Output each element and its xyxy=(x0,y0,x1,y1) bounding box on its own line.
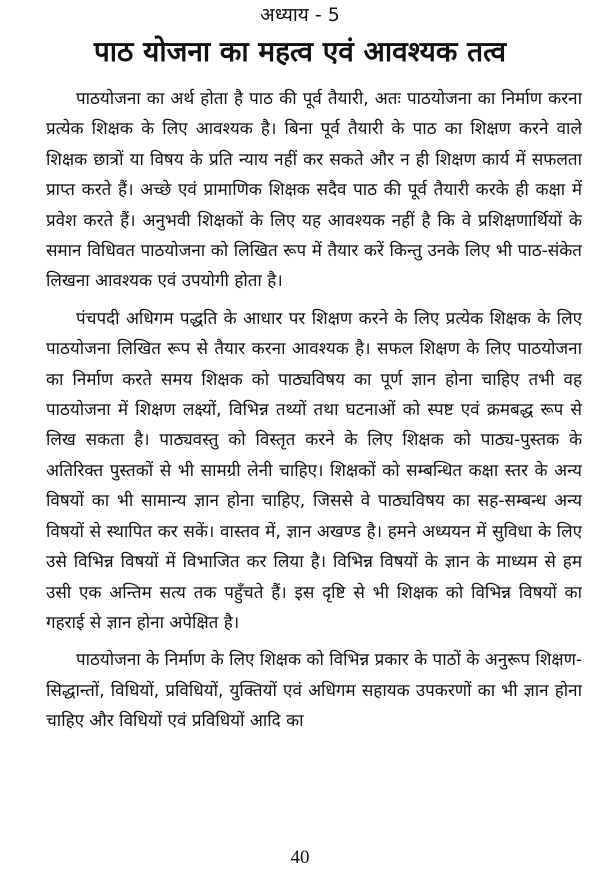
page-number: 40 xyxy=(290,847,310,868)
chapter-title: पाठ योजना का महत्व एवं आवश्यक तत्व xyxy=(93,35,507,68)
paragraph-3: पाठयोजना के निर्माण के लिए शिक्षक को विभिन्न प्रकार के पाठों के अनुरूप शिक्षण-सिद्धान्तों, विधियों, प्रविधियों, युक्तियों एवं अधिगम सहायक उपकरणों का भी ज्ञान होना चाहिए और विधियों एवं प्रविधियों आदि का xyxy=(46,650,582,732)
chapter-label: अध्याय - 5 xyxy=(260,4,340,26)
paragraph-1: पाठयोजना का अर्थ होता है पाठ की पूर्व तैयारी, अतः पाठयोजना का निर्माण करना प्रत्येक शिक्षक के लिए आवश्यक है। बिना पूर्व तैयारी के पाठ का शिक्षण करने वाले शिक्षक छात्रों या विषय के प्रति न्याय नहीं कर सकते और न ही शिक्षण कार्य में सफलता प्राप्त करते हैं। अच्छे एवं प्रामाणिक शिक्षक सदैव पाठ की पूर्व तैयारी करके ही कक्षा में प्रवेश करते हैं। अनुभवी शिक्षकों के लिए यह आवश्यक नहीं है कि वे प्रशिक्षणार्थियों के समान विधिवत पाठयोजना को लिखित रूप में तैयार करें किन्तु उनके लिए भी पाठ-संकेत लिखना आवश्यक एवं उपयोगी होता है। xyxy=(46,89,582,292)
paragraph-2: पंचपदी अधिगम पद्धति के आधार पर शिक्षण करने के लिए प्रत्येक शिक्षक के लिए पाठयोजना लिखित रूप से तैयार करना आवश्यक है। सफल शिक्षण के लिए पाठयोजना का निर्माण करते समय शिक्षक को पाठ्यविषय का पूर्ण ज्ञान होना चाहिए तभी वह पाठयोजना में शिक्षण लक्ष्यों, विभिन्न तथ्यों तथा घटनाओं को स्पष्ट एवं क्रमबद्ध रूप से लिख सकता है। पाठ्यवस्तु को विस्तृत करने के लिए शिक्षक को पाठ्य-पुस्तक के अतिरिक्त पुस्तकों से भी सामग्री लेनी चाहिए। शिक्षकों को सम्बन्धित कक्षा स्तर के अन्य विषयों का भी सामान्य ज्ञान होना चाहिए, जिससे वे पाठ्यविषय का सह-सम्बन्ध अन्य विषयों से स्थापित कर सकें। वास्तव में, ज्ञान अखण्ड है। हमने अध्ययन में सुविधा के लिए उसे विभिन्न विषयों में विभाजित कर लिया है। विभिन्न विषयों के ज्ञान के माध्यम से हम उसी एक अन्तिम सत्य तक पहुँचते हैं। इस दृष्टि से भी शिक्षक को विभिन्न विषयों का गहराई से ज्ञान होना अपेक्षित है। xyxy=(46,308,582,633)
body-text xyxy=(46,84,582,824)
